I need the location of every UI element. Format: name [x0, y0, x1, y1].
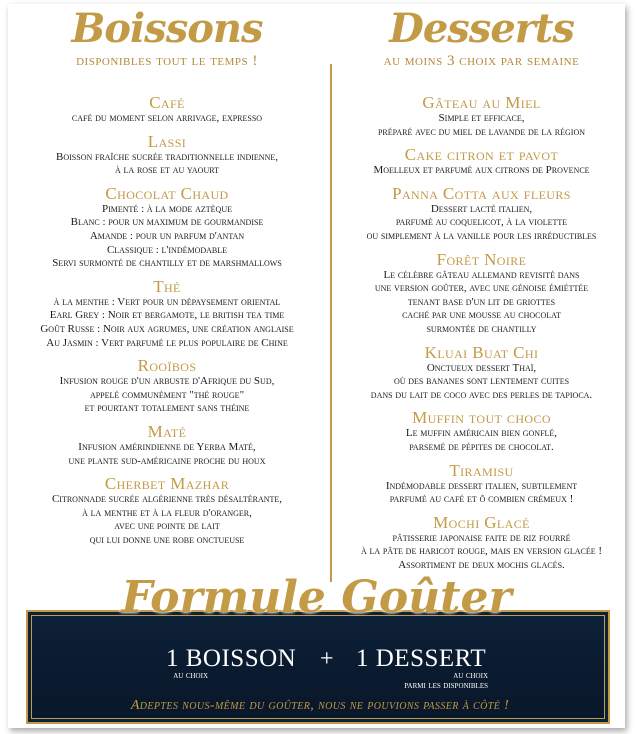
desserts-item — [334, 409, 629, 454]
item-description: Moelleux et parfumé aux citrons de Provence — [373, 164, 590, 177]
boissons-item — [8, 357, 326, 416]
item-name: Forêt Noire — [436, 249, 527, 269]
item-description: Citronnade sucrée algérienne très désaltérante, à la menthe et à la fleur d'oranger, avec une pointe de lait qui lui donne une robe onctueuse — [51, 493, 283, 546]
desserts-item — [334, 344, 629, 403]
item-description: Infusion rouge d'un arbuste d'Afrique du Sud, appelé communément "thé rouge" et pourtant totalement sans théine — [59, 375, 275, 415]
desserts-item — [334, 146, 629, 178]
offer-boisson-sub: au choix — [173, 670, 208, 681]
item-name: Tiramisu — [449, 460, 514, 480]
boissons-subtitle: disponibles tout le temps ! — [76, 53, 258, 69]
menu-card — [8, 4, 625, 728]
desserts-item — [334, 94, 629, 139]
desserts-column — [334, 4, 629, 579]
boissons-item — [8, 423, 326, 468]
boissons-item — [8, 185, 326, 271]
offer-dessert: 1 DESSERT — [356, 645, 487, 672]
boissons-item — [8, 475, 326, 547]
item-description: Pimenté : à la mode aztèque Blanc : pour un maximum de gourmandise Amande : pour un parfum d'antan Classique : l'indémodable Servi surmonté de chantilly et de marshmallows — [52, 202, 282, 270]
item-description: Simple et efficace, préparé avec du miel de lavande de la région — [377, 112, 586, 138]
desserts-item — [334, 251, 629, 337]
item-name: Lassi — [147, 131, 187, 151]
item-description: Onctueux dessert Thaï, où des bananes sont lentement cuites dans du lait de coco avec des perles de tapioca. — [370, 361, 593, 401]
item-name: Café — [149, 93, 185, 112]
desserts-item — [334, 514, 629, 573]
item-name: Gâteau au Miel — [422, 93, 541, 112]
item-name: Cherbet Mazhar — [104, 474, 230, 494]
boissons-list — [8, 94, 326, 547]
boissons-item — [8, 94, 326, 126]
item-name: Panna Cotta aux fleurs — [392, 183, 571, 203]
formule-gouter-box — [26, 610, 610, 724]
boissons-title: Boissons — [71, 5, 263, 52]
plus-sign: + — [320, 646, 334, 672]
boissons-item — [8, 133, 326, 178]
item-name: Thé — [153, 276, 181, 296]
item-description: Boisson fraîche sucrée traditionnelle indienne, à la rose et au yaourt — [56, 150, 278, 177]
item-description: Le célèbre gâteau allemand revisité dans une version goûter, avec une génoise émiéttée tenant base d'un lit de griottes caché par une mousse au chocolat surmontée de chantilly — [374, 268, 589, 335]
desserts-title: Desserts — [389, 5, 574, 52]
item-name: Cake citron et pavot — [404, 145, 559, 165]
item-description: Dessert lacté italien, parfumé au coquelicot, à la violette ou simplement à la vanille pour les irréductibles — [366, 202, 597, 242]
item-description: à la menthe : Vert pour un dépaysement oriental Earl Grey : Noir et bergamote, le british tea time Goût Russe : Noir aux agrumes, une création anglaise Au Jasmin : Vert parfumé le plus populaire de Chine — [40, 295, 294, 349]
column-divider — [330, 64, 332, 582]
desserts-subtitle: au moins 3 choix par semaine — [383, 53, 580, 69]
item-description: pâtisserie japonaise faite de riz fourré à la pâte de haricot rouge, mais en version glacée ! Assortiment de deux mochis glacés. — [360, 531, 602, 571]
offer-boisson: 1 BOISSON — [166, 645, 297, 672]
item-name: Maté — [147, 421, 187, 441]
formule-tagline: Adeptes nous-même du goûter, nous ne pouvions passer à côté ! — [130, 698, 510, 713]
desserts-list — [334, 94, 629, 572]
item-description: café du moment selon arrivage, expresso — [71, 112, 263, 124]
item-description: Infusion amérindienne de Yerba Maté, une plante sud-américaine proche du houx — [68, 440, 266, 467]
boissons-column — [8, 4, 326, 554]
offer-dessert-sub-2: parmi les disponibles — [404, 680, 488, 691]
item-name: Muffin tout choco — [412, 408, 551, 428]
desserts-item — [334, 185, 629, 244]
item-name: Mochi Glacé — [433, 512, 530, 532]
formule-gouter-title: Formule Goûter — [121, 572, 512, 623]
item-name: Rooïbos — [137, 356, 197, 376]
boissons-item — [8, 278, 326, 350]
item-name: Chocolat Chaud — [105, 183, 229, 203]
item-description: Le muffin américain bien gonflé, parsemé de pépites de chocolat. — [405, 427, 558, 453]
item-description: Indémodable dessert italien, subtilement parfumé au café et ô combien crémeux ! — [385, 479, 578, 506]
desserts-item — [334, 462, 629, 507]
item-name: Kluai Buat Chi — [424, 342, 539, 362]
offer-dessert-sub-1: au choix — [453, 670, 488, 681]
